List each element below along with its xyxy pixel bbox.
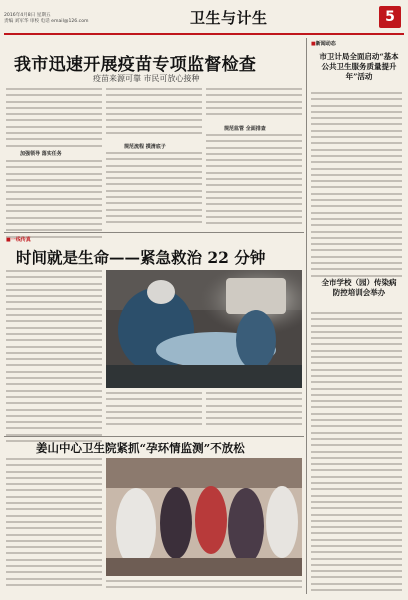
- bottom-body-col-1: [6, 458, 102, 590]
- lead-body-col-2: [106, 88, 202, 138]
- feature-photo: [106, 270, 302, 388]
- bottom-photo: [106, 458, 302, 576]
- kicker-label: 一线传真: [10, 237, 31, 243]
- lead-subsection-2: 规范流程 摸清底子: [124, 144, 166, 150]
- feature-body-col-3: [206, 392, 302, 430]
- lead-body-col-3b: [206, 134, 302, 228]
- sidebar-story2-body: [311, 312, 402, 595]
- bottom-body-col-caption: [106, 580, 302, 593]
- sidebar-story1-body: [311, 92, 402, 281]
- sidebar-story2-headline: 全市学校（园）传染病防控培训会举办: [321, 278, 397, 297]
- feature-headline: 时间就是生命——紧急救治 22 分钟: [16, 248, 266, 267]
- lead-headline: 我市迅速开展疫苗专项监督检查: [14, 55, 257, 75]
- kicker-icon: ■: [6, 237, 11, 243]
- feature-body-col-2: [106, 392, 202, 430]
- column-title-label: 新闻动态: [315, 41, 336, 47]
- masthead-meta-2: 责编 刘军华 审校 电话 email@126.com: [4, 19, 89, 24]
- sidebar-story1-headline: 市卫计局全面启动“基本公共卫生服务质量提升年”活动: [319, 52, 399, 81]
- bottom-headline: 姜山中心卫生院紧抓“孕环情监测”不放松: [36, 441, 245, 455]
- section-title: 卫生与计生: [190, 9, 268, 27]
- page-number: 5: [385, 9, 395, 25]
- masthead-rule: [4, 33, 404, 35]
- lead-subsection-1: 加强领导 落实任务: [20, 151, 62, 157]
- masthead: [0, 0, 408, 36]
- lead-subsection-3: 规范监管 全面排查: [224, 126, 266, 132]
- page-number-badge: [379, 6, 401, 28]
- feature-kicker: [6, 236, 31, 243]
- feature-body-col-1: [6, 270, 102, 446]
- sidebar-column-title: [311, 40, 336, 47]
- lead-body-col-1b: [6, 160, 102, 242]
- column-title-icon: ■: [311, 41, 316, 47]
- masthead-meta-1: 2016年4月8日 星期五: [4, 13, 51, 18]
- lead-bottom-rule: [4, 232, 304, 233]
- feature-bottom-rule: [4, 436, 304, 437]
- lead-body-col-2b: [106, 152, 202, 228]
- column-divider: [306, 38, 307, 594]
- lead-body-col-3: [206, 88, 302, 119]
- lead-body-col-1: [6, 88, 102, 151]
- lead-subhead: 疫苗来源可靠 市民可放心接种: [93, 74, 200, 83]
